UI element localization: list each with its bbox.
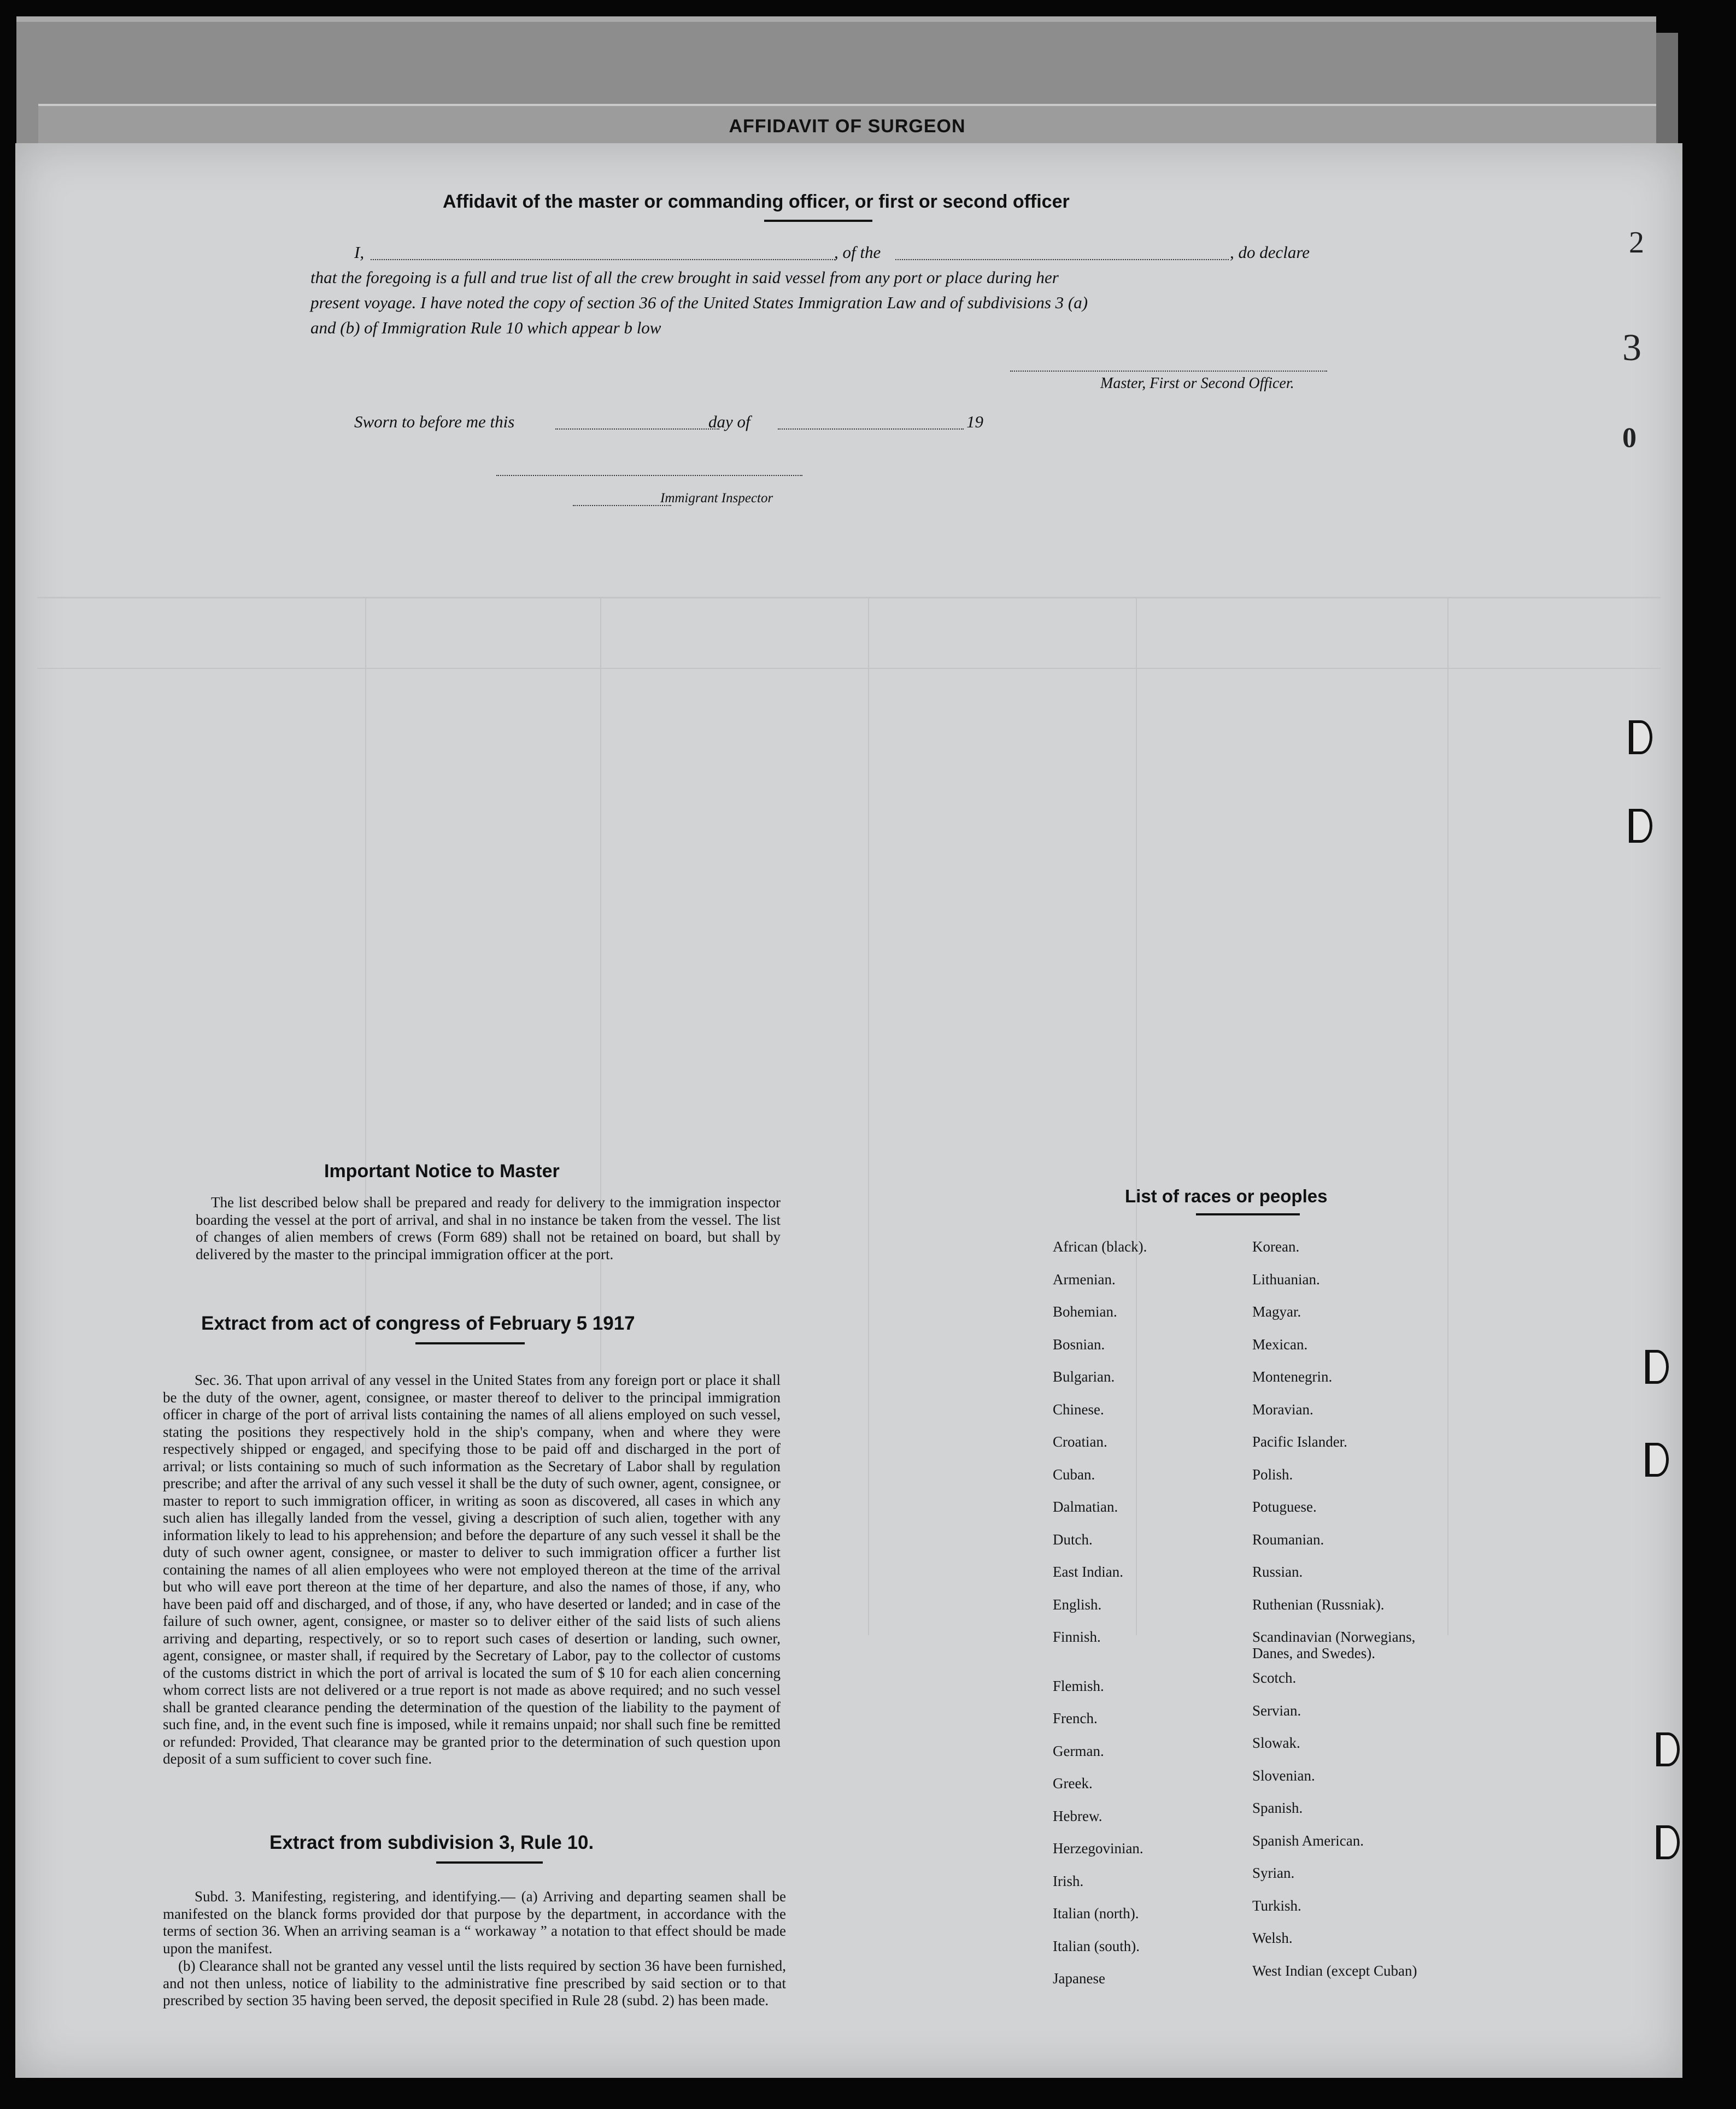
bleed-through-column: [1447, 597, 1448, 1635]
race-item: Scandinavian (Norwegians, Danes, and Swedes).: [1252, 1629, 1416, 1661]
race-item: Cuban.: [1053, 1466, 1095, 1483]
master-signature-field: [1010, 369, 1327, 372]
act-extract-title: Extract from act of congress of February 5 1917: [201, 1313, 635, 1334]
binder-hole: [1656, 1732, 1680, 1766]
margin-mark: 2: [1629, 226, 1644, 260]
surgeon-affidavit-label: AFFIDAVIT OF SURGEON: [729, 116, 966, 137]
bleed-through-column: [868, 597, 869, 1635]
vessel-name-field: [895, 258, 1229, 260]
race-item: Magyar.: [1252, 1303, 1301, 1320]
year-prefix: 19: [966, 412, 983, 431]
race-item: Moravian.: [1252, 1401, 1313, 1418]
race-item: English.: [1053, 1596, 1102, 1613]
race-item: Spanish American.: [1252, 1832, 1364, 1849]
rule-extract-title: Extract from subdivision 3, Rule 10.: [269, 1832, 594, 1853]
race-item: Croatian.: [1053, 1434, 1107, 1450]
race-item: Herzegovinian.: [1053, 1840, 1143, 1857]
rule-10-para-a: Subd. 3. Manifesting, registering, and identifying.— (a) Arriving and departing seamen shall be manifested on the blanck forms provided dor that purpose by the department, in accordance with the terms of section 36. When an arriving seaman is a “ workaway ” a notation to that effect should be made upon the manifest.: [163, 1888, 786, 1957]
declare-label: , do declare: [1230, 243, 1310, 262]
master-signature-caption: Master, First or Second Officer.: [1100, 375, 1294, 392]
race-item: Mexican.: [1252, 1336, 1308, 1353]
race-item: Italian (south).: [1053, 1937, 1140, 1954]
notice-text: The list described below shall be prepared and ready for delivery to the immigration inspector boarding the vessel at the port of arrival, and shal in no instance be taken from the vessel. The list of changes of alien members of crews (Form 689) shall not be retained on board, but shall by delivered by the master to the principal immigration officer at the port.: [196, 1194, 781, 1262]
sworn-label: Sworn to before me this: [354, 412, 515, 431]
race-item: Dalmatian.: [1053, 1499, 1118, 1515]
race-item: Slovenian.: [1252, 1767, 1315, 1784]
race-item: Irish.: [1053, 1872, 1084, 1889]
race-item: Armenian.: [1053, 1271, 1116, 1288]
title-underline: [764, 220, 872, 222]
margin-mark: 3: [1622, 327, 1641, 369]
declaration-line-4: and (b) of Immigration Rule 10 which appear b low: [310, 318, 661, 337]
race-item: Greek.: [1053, 1775, 1093, 1791]
race-item: East Indian.: [1053, 1564, 1123, 1580]
notice-title: Important Notice to Master: [324, 1161, 560, 1182]
margin-mark: 0: [1622, 422, 1637, 454]
race-item: French.: [1053, 1710, 1098, 1726]
binder-hole: [1629, 809, 1652, 843]
race-item: Bosnian.: [1053, 1336, 1105, 1353]
race-item: West Indian (except Cuban): [1252, 1962, 1417, 1979]
race-item: African (black).: [1053, 1238, 1147, 1255]
rule-title-underline: [436, 1861, 543, 1864]
sworn-day-field: [555, 427, 719, 430]
race-item: Russian.: [1252, 1564, 1303, 1580]
race-item: Finnish.: [1053, 1629, 1101, 1645]
affidavit-title: Affidavit of the master or commanding officer, or first or second officer: [443, 191, 1070, 212]
bleed-through-rule: [37, 668, 1661, 669]
of-the-label: , of the: [834, 243, 881, 262]
bleed-through-rule: [37, 597, 1661, 598]
race-item: Syrian.: [1252, 1865, 1295, 1881]
rule-10-para-b: (b) Clearance shall not be granted any vessel until the lists required by section 36 have been furnished, and not then unless, notice of liability to the administrative fine prescribed by said section or to that prescribed by section 35 having been served, the deposit specified in Rule 28 (subd. 2) has been made.: [163, 1958, 786, 2008]
race-item: German.: [1053, 1742, 1104, 1759]
race-item: Korean.: [1252, 1238, 1300, 1255]
declaration-line-3: present voyage. I have noted the copy of section 36 of the United States Immigration Law and of subdivisions 3 (a): [310, 293, 1088, 312]
race-item: Japanese: [1053, 1970, 1105, 1987]
binder-hole: [1656, 1825, 1680, 1859]
races-title: List of races or peoples: [1125, 1186, 1328, 1206]
race-item: Montenegrin.: [1252, 1368, 1333, 1385]
race-item: Polish.: [1252, 1466, 1293, 1483]
day-of-label: day of: [708, 412, 750, 431]
section-36-text: Sec. 36. That upon arrival of any vessel in the United States from any foreign port or place it shall be the duty of the owner, agent, consignee, or master thereof to deliver to the principal immigration officer in charge of the port of arrival lists containing the names of all aliens employed on such vessel, stating the positions they respectively hold in the ship's company, when and where they were respectively shipped or engaged, and specifying those to be paid off and discharged in the port of arrival; or lists containing so much of such information as the Secretary of Labor shall by regulation prescribe; and after the arrival of any such vessel it shall be the duty of such owner, agent, consignee, or master to report to such immigration officer, in writing as soon as discovered, all cases in which any such alien has illegally landed from the vessel, giving a description of such alien, together with any information likely to lead to his apprehension; and before the departure of any such vessel it shall be the duty of such owner agent, consignee, or master to deliver to such immigration officer a further list containing the names of all alien employees who were not employed thereon at the time of the arrival but who will eave port thereon at the time of her departure, and also the names of those, if any, who have been paid off and discharged, and of those, if any, who have deserted or landed; and in case of the failure of such owner, agent, consignee, or master so to deliver either of the said lists of such aliens arriving and departing, respectively, or so to report such cases of desertion or landing, such owner, agent, consignee, or master shall, if required by the Secretary of Labor, pay to the collector of customs of the customs district in which the port of arrival is located the sum of $ 10 for each alien concerning whom correct lists are not delivered or a true report is not made as above required; and no such vessel shall be granted clearance pending the determination of the question of the liability to the payment of such fine, and, in the event such fine is imposed, while it remains unpaid; nor shall such fine be remitted or refunded: Provided, That clearance may be granted prior to the determination of such question upon deposit of a sum sufficient to cover such fine.: [163, 1372, 781, 1767]
race-item: Potuguese.: [1252, 1499, 1317, 1515]
inspector-signature-subfield: [573, 504, 671, 506]
inspector-caption: Immigrant Inspector: [660, 491, 773, 506]
race-item: Dutch.: [1053, 1531, 1093, 1548]
race-item: Slowak.: [1252, 1735, 1300, 1751]
races-column-1: [1053, 1231, 1147, 1995]
race-item: Italian (north).: [1053, 1905, 1139, 1922]
race-item: Lithuanian.: [1252, 1271, 1320, 1288]
inspector-signature-field: [496, 474, 802, 476]
race-item: Scotch.: [1252, 1670, 1297, 1686]
race-item: Bohemian.: [1053, 1303, 1117, 1320]
race-item: Chinese.: [1053, 1401, 1104, 1418]
race-item: Bulgarian.: [1053, 1368, 1115, 1385]
race-item: Pacific Islander.: [1252, 1434, 1347, 1450]
race-item: Hebrew.: [1053, 1807, 1102, 1824]
race-item: Turkish.: [1252, 1897, 1301, 1914]
form-sheet: [15, 143, 1682, 2078]
races-column-2: [1252, 1231, 1438, 1987]
race-item: Roumanian.: [1252, 1531, 1324, 1548]
binder-hole: [1629, 720, 1652, 754]
binder-hole: [1645, 1350, 1669, 1384]
race-item: Flemish.: [1053, 1677, 1104, 1694]
sworn-month-field: [778, 427, 964, 430]
binder-hole: [1645, 1443, 1669, 1477]
declarant-prefix: I,: [354, 243, 365, 262]
race-item: Welsh.: [1252, 1930, 1293, 1946]
race-item: Ruthenian (Russniak).: [1252, 1596, 1385, 1613]
race-item: Servian.: [1252, 1702, 1301, 1719]
race-item: Spanish.: [1252, 1800, 1303, 1816]
races-title-underline: [1196, 1213, 1300, 1215]
act-title-underline: [415, 1342, 525, 1344]
declarant-name-field: [371, 258, 835, 260]
declaration-line-2: that the foregoing is a full and true list of all the crew brought in said vessel from any port or place during her: [310, 268, 1059, 287]
